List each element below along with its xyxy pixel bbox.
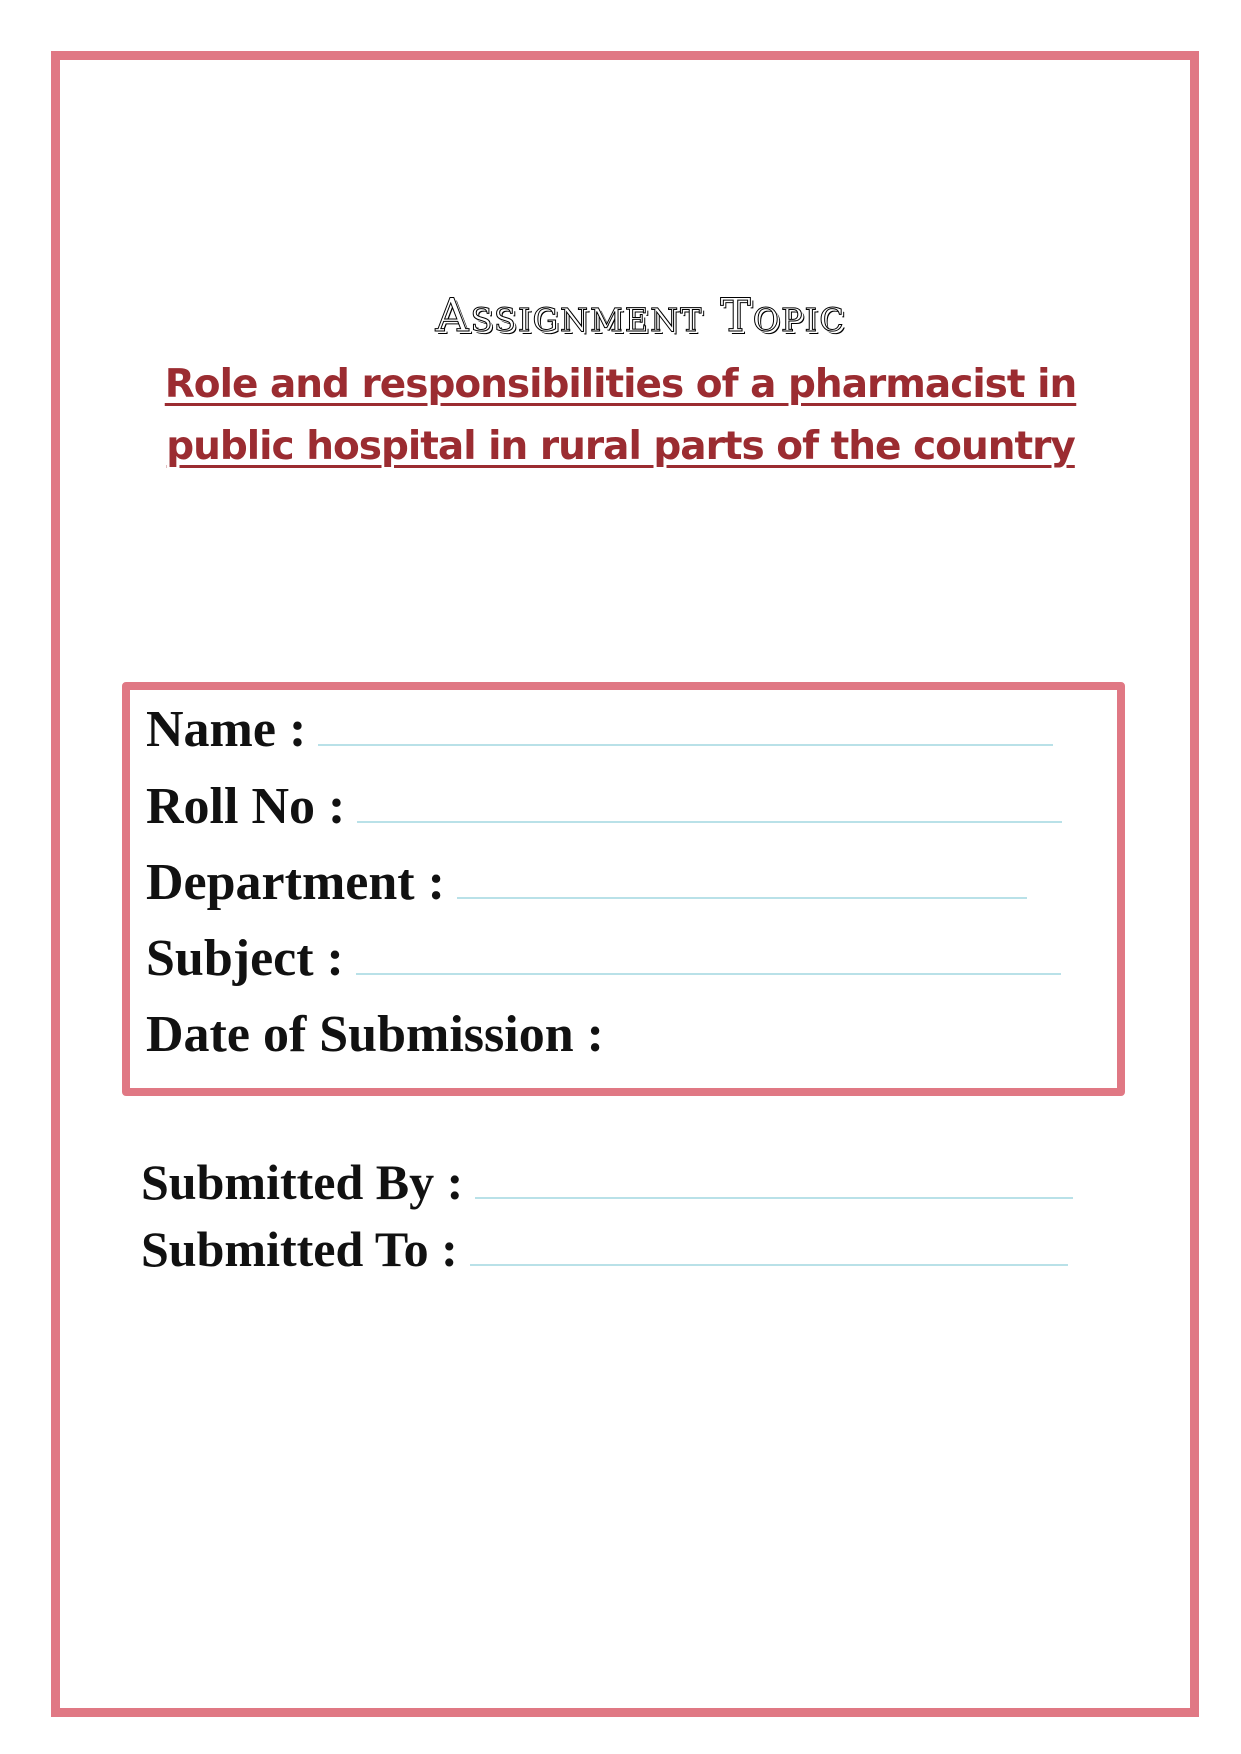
- date-of-submission-label: Date of Submission :: [146, 1006, 604, 1063]
- department-label: Department :: [146, 854, 445, 911]
- topic-line-1: Role and responsibilities of a pharmacist in: [164, 362, 1077, 407]
- submitted-to-blank[interactable]: [470, 1263, 1068, 1266]
- department-field: [146, 853, 1027, 912]
- submitted-by-field: [141, 1153, 1073, 1211]
- submitted-by-blank[interactable]: [475, 1196, 1073, 1199]
- subject-label: Subject :: [146, 930, 344, 987]
- name-label: Name :: [146, 701, 307, 758]
- roll-no-field: [146, 777, 1062, 836]
- name-field: [146, 700, 1053, 759]
- submitted-to-field: [141, 1220, 1068, 1278]
- assignment-heading: Assignment Topic: [435, 288, 846, 342]
- subject-blank[interactable]: [356, 972, 1061, 975]
- topic-line-2: public hospital in rural parts of the country: [166, 424, 1075, 469]
- roll-no-label: Roll No :: [146, 778, 346, 835]
- submitted-to-label: Submitted To :: [141, 1221, 458, 1277]
- submitted-by-label: Submitted By :: [141, 1154, 464, 1210]
- name-blank[interactable]: [318, 743, 1053, 746]
- department-blank[interactable]: [457, 896, 1027, 899]
- roll-no-blank[interactable]: [357, 820, 1062, 823]
- date-of-submission-field: [146, 1005, 604, 1064]
- subject-field: [146, 929, 1061, 988]
